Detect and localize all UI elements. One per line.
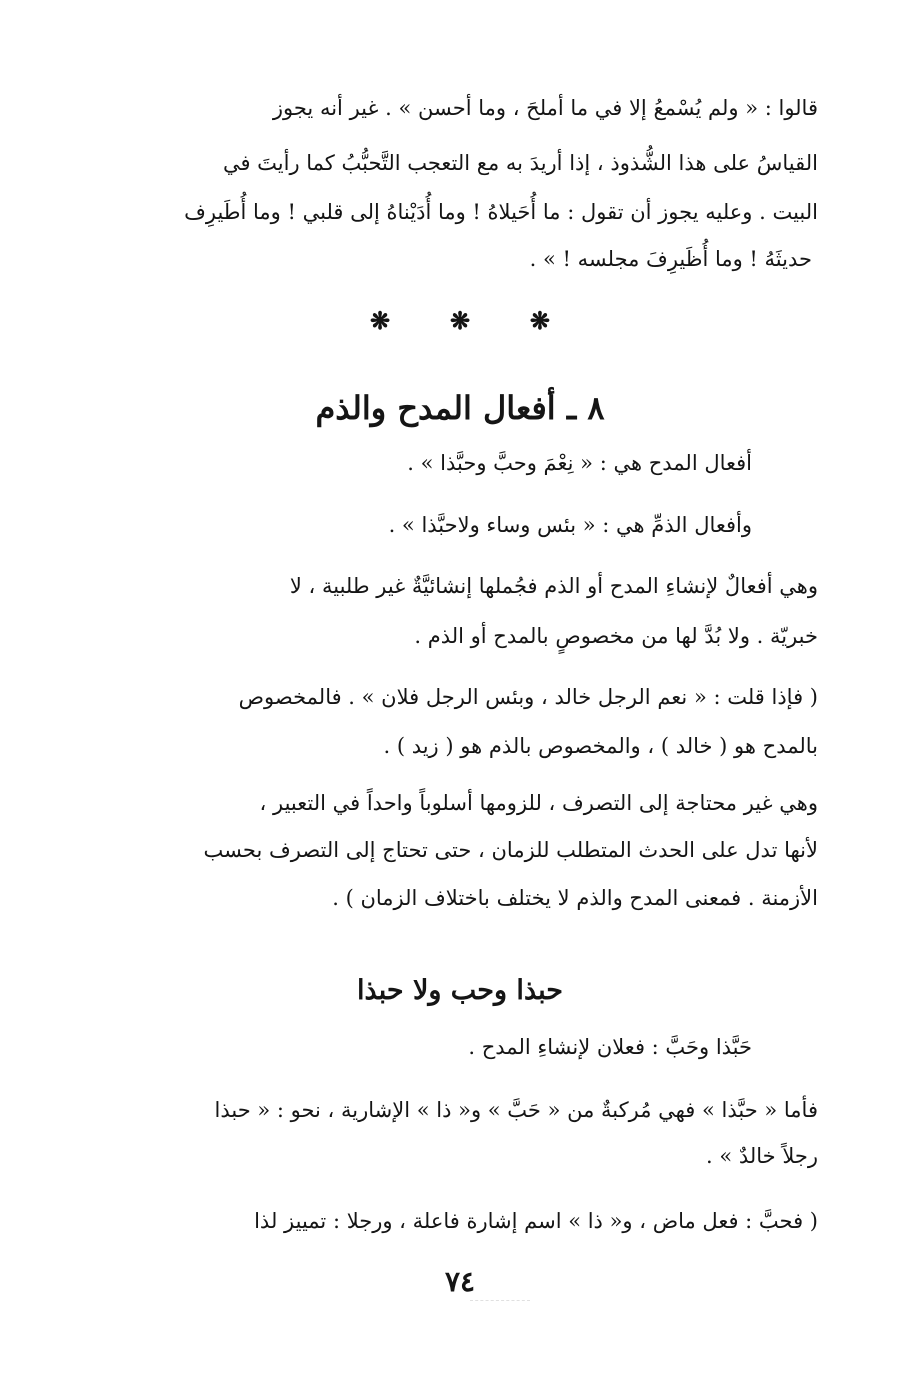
parsing-line-1: ( فحبَّ : فعل ماض ، و« ذا » اسم إشارة فاعلة ، ورجلا : تمييز لذا bbox=[254, 1209, 818, 1233]
intro-line-3: البيت . وعليه يجوز أن تقول : ما أُحَيلاهُ ! وما أُدَيْناهُ إلى قلبي ! وما أُطَيرِف bbox=[184, 200, 818, 224]
definition-dhamm: وأفعال الذمِّ هي : « بئس وساء ولاحبَّذا » . bbox=[388, 513, 752, 537]
habbadha-intro: حَبَّذا وحَبَّ : فعلان لإنشاءِ المدح . bbox=[468, 1035, 752, 1059]
separator-stars bbox=[370, 306, 550, 335]
tense-line-3: الأزمنة . فمعنى المدح والذم لا يختلف باختلاف الزمان ) . bbox=[332, 886, 818, 910]
example-line-2: بالمدح هو ( خالد ) ، والمخصوص بالذم هو ( زيد ) . bbox=[383, 734, 818, 758]
section-heading: ٨ ـ أفعال المدح والذم bbox=[315, 389, 605, 427]
footer-mark bbox=[470, 1300, 530, 1301]
definition-madh: أفعال المدح هي : « نِعْمَ وحبَّ وحبَّذا » . bbox=[407, 451, 752, 475]
subheading: حبذا وحب ولا حبذا bbox=[357, 975, 563, 1006]
tense-line-2: لأنها تدل على الحدث المتطلب للزمان ، حتى تحتاج إلى التصرف بحسب bbox=[203, 838, 818, 862]
nature-line-2: خبريّة . ولا بُدَّ لها من مخصوصٍ بالمدح أو الذم . bbox=[414, 624, 818, 648]
nature-line-1: وهي أفعالٌ لإنشاءِ المدح أو الذم فجُملها إنشائيَّةٌ غير طلبية ، لا bbox=[289, 574, 818, 598]
page-number: ٧٤ bbox=[444, 1265, 476, 1298]
tense-line-1: وهي غير محتاجة إلى التصرف ، للزومها أسلوباً واحداً في التعبير ، bbox=[259, 791, 818, 815]
star-glyph: ❋ bbox=[449, 306, 471, 335]
composition-line-1: فأما « حبَّذا » فهي مُركبةٌ من « حَبَّ » و« ذا » الإشارية ، نحو : « حبذا bbox=[214, 1098, 818, 1122]
example-line-1: ( فإذا قلت : « نعم الرجل خالد ، وبئس الرجل فلان » . فالمخصوص bbox=[238, 685, 818, 709]
intro-line-2: القياسُ على هذا الشُّذوذ ، إذا أريدَ به مع التعجب التَّحبُّبُ كما رأيتَ في bbox=[222, 151, 818, 175]
composition-line-2: رجلاً خالدٌ » . bbox=[705, 1144, 818, 1168]
intro-line-4: حديثَهُ ! وما أُظَيرِفَ مجلسه ! » . bbox=[529, 247, 812, 271]
intro-line-1: قالوا : « ولم يُسْمعُ إلا في ما أملحَ ، وما أحسن » . غير أنه يجوز bbox=[272, 96, 818, 120]
star-glyph: ❋ bbox=[370, 306, 391, 335]
star-glyph: ❋ bbox=[529, 306, 550, 335]
